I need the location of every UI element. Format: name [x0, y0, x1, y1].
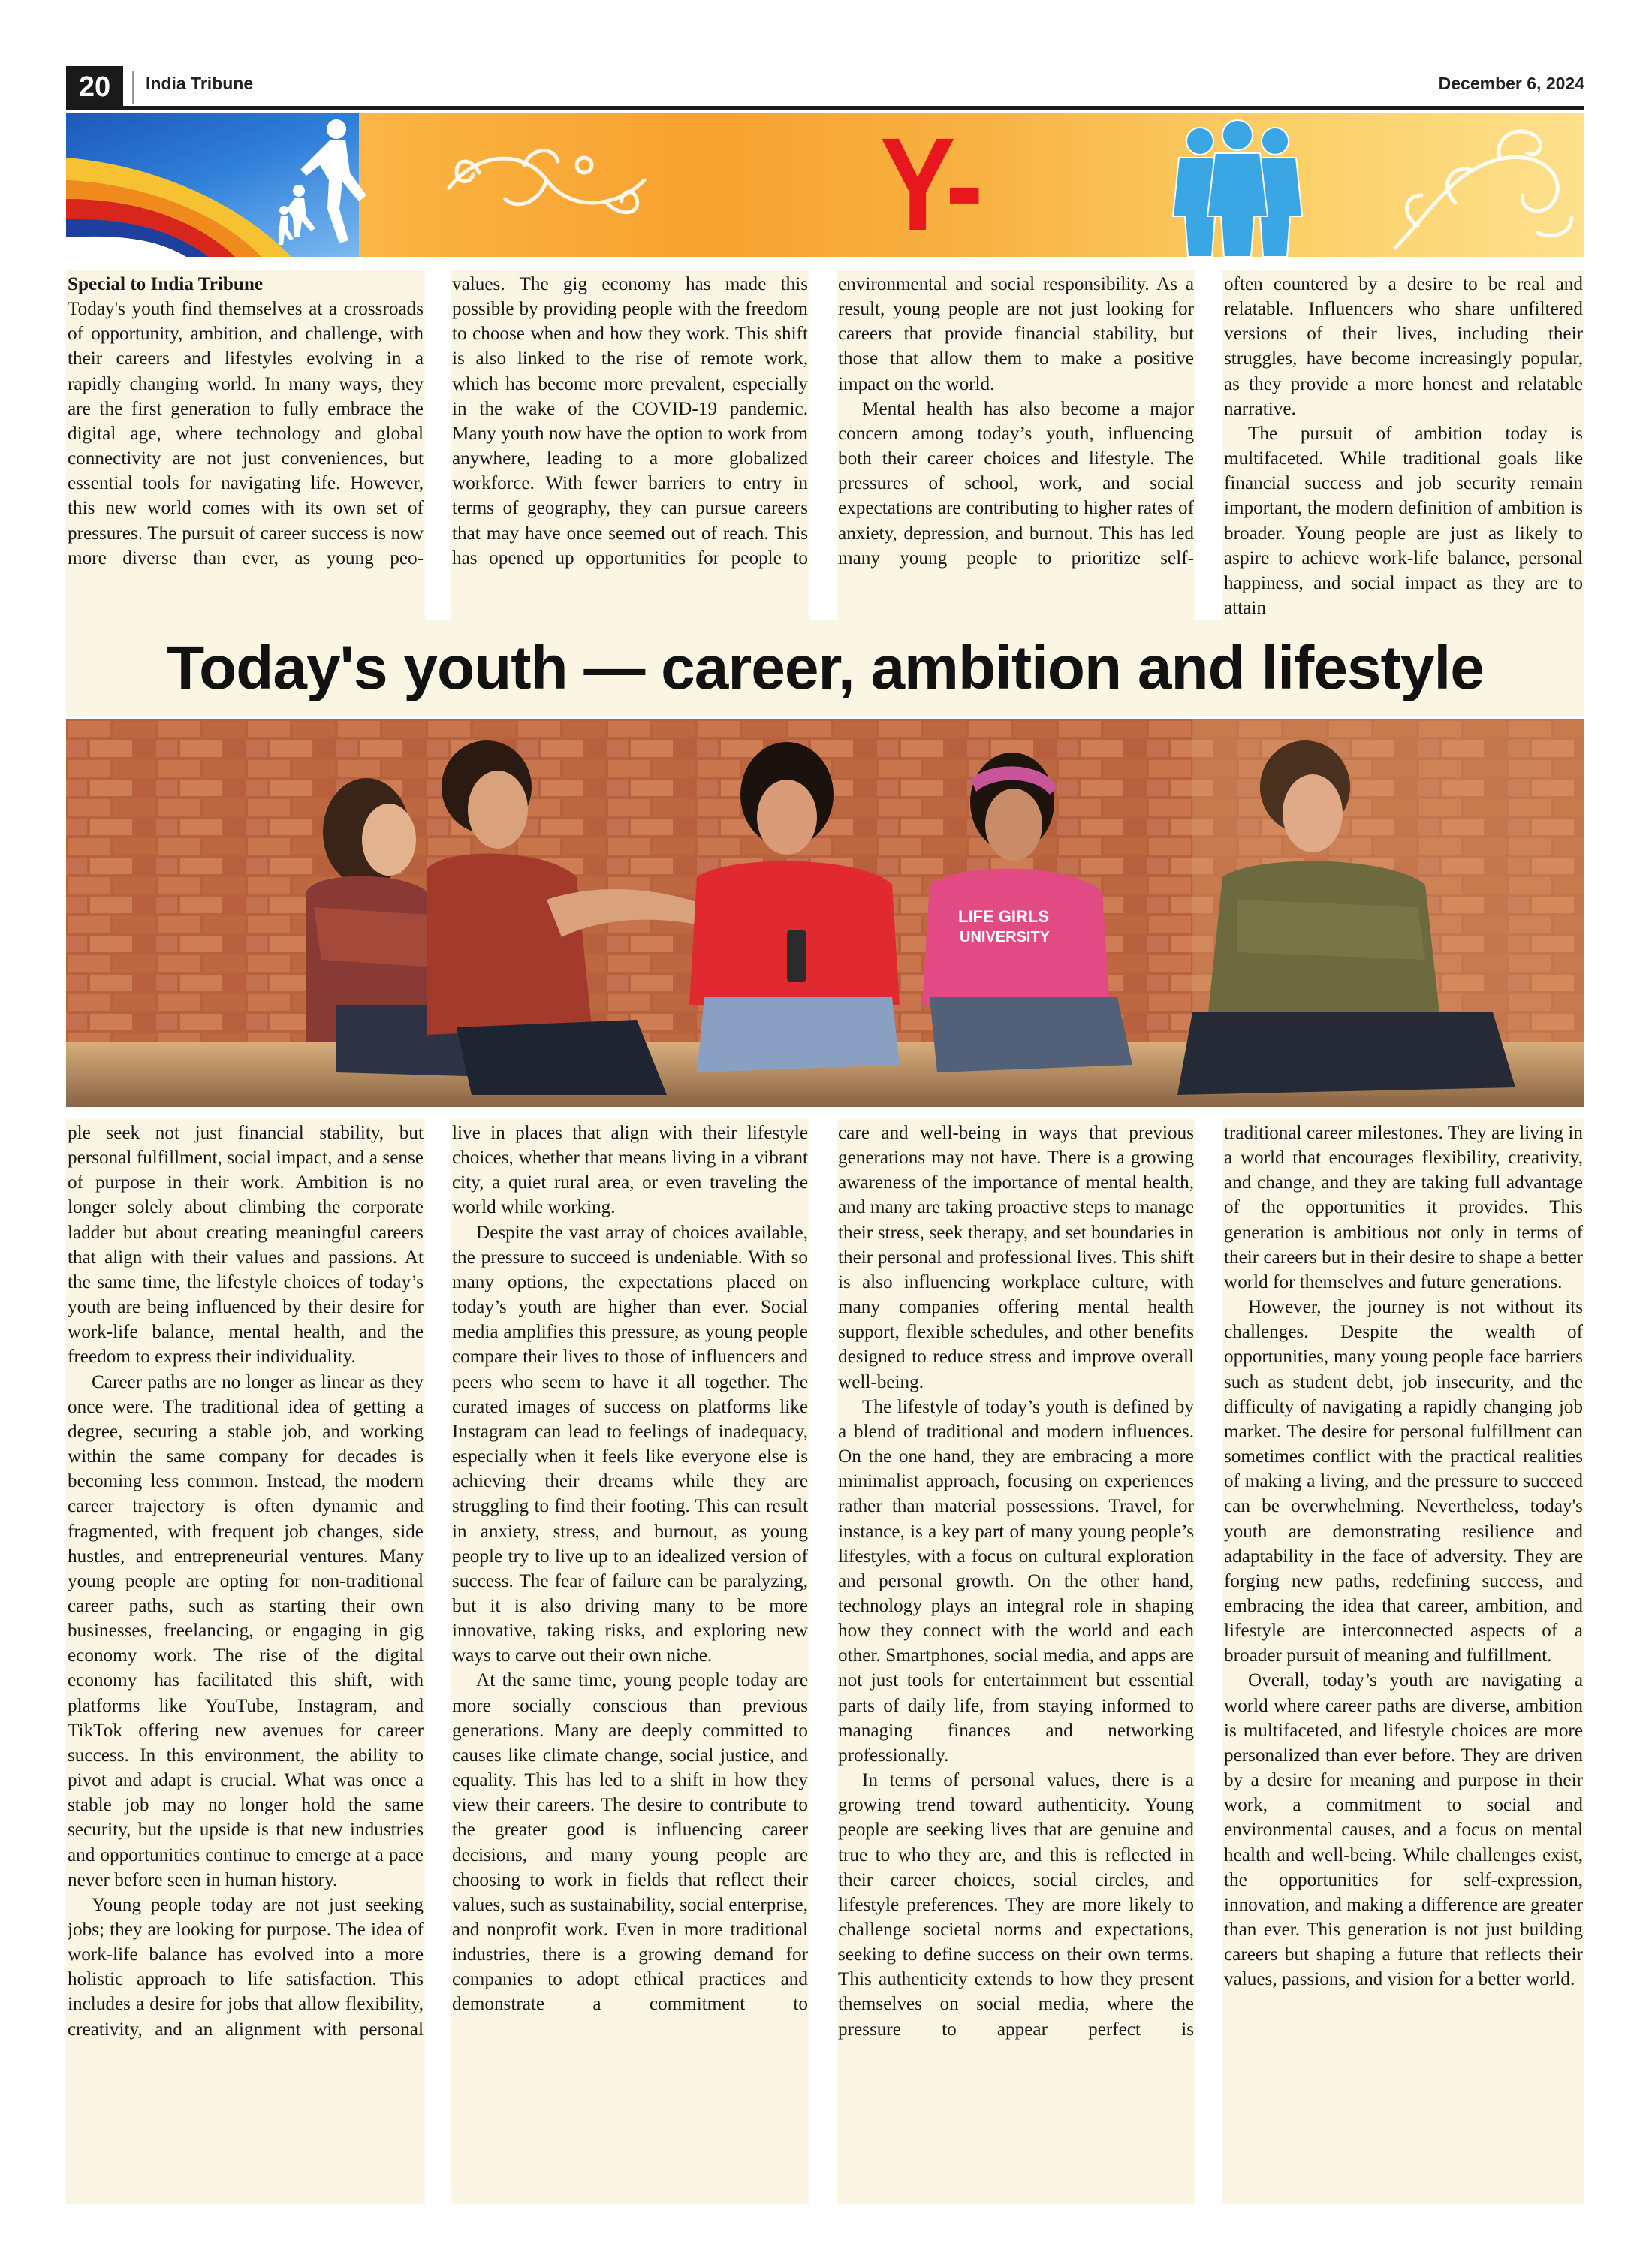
- header-rule: [66, 106, 1584, 110]
- paragraph: Career paths are no longer as linear as they once were. The traditional idea of getting a degree, securing a stable job, and working within the same company for decades is becoming less common. Instead, the modern career trajectory is often dynamic and fragmented, with frequent job changes, side hustles, and entrepreneurial ventures. Many young people are opting for non-traditional career paths, such as starting their own businesses, freelancing, or engaging in gig economy work. The rise of the digital economy has facilitated this shift, with platforms like YouTube, Instagram, and TikTok offering new avenues for career success. In this environment, the ability to pivot and adapt is crucial. What was once a stable job may no longer hold the same security, but the upside is that new industries and opportunities continue to emerge at a pace never before seen in human history.: [68, 1371, 424, 1890]
- bottom-column-1: [68, 1120, 424, 2203]
- paragraph: values. The gig economy has made this possible by providing people with the freedom to choose when and how they work. This shift is also linked to the rise of remote work, which has become more prevalent, especially in the wake of the COVID-19 pandemic. Many youth now have the option to work from anywhere, leading to a more globalized workforce. With fewer barriers to entry in terms of geography, they can pursue careers that may have once seemed out of reach. This has opened up opportunities for people to: [452, 274, 808, 569]
- page-number: 20: [66, 66, 123, 108]
- banner-title: Y-: [879, 113, 980, 257]
- right-ornament-icon: [1388, 120, 1584, 257]
- top-column-4: [1224, 272, 1583, 620]
- paragraph: Overall, today’s youth are navigating a world where career paths are diverse, ambition is multifaceted, and lifestyle choices are more personalized than ever before. They are driven by a desire for meaning and purpose in their work, a commitment to social and environmental causes, and a focus on mental health and well-being. While challenges exist, the opportunities for self-expression, innovation, and making a difference are greater than ever. This generation is not just building careers but shaping a future that reflects their values, passions, and vision for a better world.: [1224, 1670, 1583, 1990]
- bottom-column-2: [452, 1120, 808, 2203]
- paragraph: Mental health has also become a major concern among today’s youth, influencing both their career choices and lifestyle. The pressures of school, work, and social expectations are contributing to higher rates of anxiety, depression, and burnout. This has led many young people to prioritize self-: [838, 398, 1194, 569]
- paragraph: live in places that align with their lifestyle choices, whether that means living in a vibrant city, a quiet rural area, or even traveling the world while working.: [452, 1123, 808, 1218]
- top-column-1: [68, 272, 424, 620]
- business-people-icon: [1162, 119, 1320, 257]
- page-header: [66, 66, 1584, 108]
- paragraph: environmental and social responsibility. As a result, young people are not just looking for careers that provide financial stability, but those that allow them to make a positive impact on the world.: [838, 274, 1194, 394]
- paragraph: Young people today are not just seeking jobs; they are looking for purpose. The idea of work-life balance has evolved into a more holistic approach to life satisfaction. This includes a desire for jobs that allow flexibility, creativity, and an alignment with personal: [68, 1894, 424, 2040]
- paragraph: Today's youth find themselves at a crossroads of opportunity, ambition, and challenge, with their careers and lifestyles evolving in a rapidly changing world. In many ways, they are the first generation to fully embrace the digital age, where technology and global connectivity are not just conveniences, but essential tools for navigating life. However, this new world comes with its own set of pressures. The pursuit of career success is now more diverse than ever, as young peo-: [68, 299, 424, 569]
- issue-date: December 6, 2024: [1438, 74, 1584, 93]
- shirt-text-1: LIFE GIRLS: [958, 907, 1049, 926]
- top-column-2: [452, 272, 808, 620]
- shirt-text-2: UNIVERSITY: [960, 929, 1051, 946]
- header-separator: [132, 71, 134, 104]
- left-ornament-icon: [434, 135, 659, 240]
- bottom-column-3: [838, 1120, 1194, 2203]
- newspaper-name: India Tribune: [146, 74, 254, 93]
- paragraph: ple seek not just financial stability, but personal fulfillment, social impact, and a sense of purpose in their work. Ambition is no longer solely about climbing the corporate ladder but about creating meaningful careers that align with their values and passions. At the same time, the lifestyle choices of today’s youth are being influenced by their desire for work-life balance, mental health, and the freedom to express their individuality.: [68, 1123, 424, 1368]
- paragraph: In terms of personal values, there is a growing trend toward authenticity. Young people are seeking lives that are genuine and true to who they are, and this is reflected in their career choices, social circles, and lifestyle preferences. They are more likely to challenge societal norms and expectations, seeking to define success on their own terms. This authenticity extends to how they present themselves on social media, where the pressure to appear perfect is: [838, 1770, 1194, 2040]
- paragraph: The pursuit of ambition today is multifaceted. While traditional goals like financial success and job security remain important, the modern definition of ambition is broader. Young people are just as likely to aspire to achieve work-life balance, personal happiness, and social impact as they are to attain: [1224, 423, 1583, 619]
- runners-icon: [276, 113, 396, 257]
- paragraph: At the same time, young people today are more socially conscious than previous generations. Many are deeply committed to causes like climate change, social justice, and equality. This has led to a shift in how they view their careers. The desire to contribute to the greater good is influencing career decisions, and many young people are choosing to work in fields that reflect their values, such as sustainability, social enterprise, and nonprofit work. Even in more traditional industries, there is a growing demand for companies to adopt ethical practices and demonstrate a commitment to: [452, 1670, 808, 2015]
- headline: Today's youth — career, ambition and lifestyle: [167, 634, 1484, 702]
- paragraph: However, the journey is not without its challenges. Despite the wealth of opportunities, many young people face barriers such as student debt, job insecurity, and the difficulty of navigating a rapidly changing job market. The desire for personal fulfillment can sometimes conflict with the practical realities of making a living, and the pressure to succeed can be overwhelming. Nevertheless, today's youth are demonstrating resilience and adaptability in the face of adversity. They are forging new paths, redefining success, and embracing the idea that career, ambition, and lifestyle are interconnected aspects of a broader pursuit of meaning and fulfillment.: [1224, 1297, 1583, 1666]
- bottom-column-4: [1224, 1120, 1583, 2203]
- byline: Special to India Tribune: [68, 274, 264, 294]
- group-photo: [66, 719, 1584, 1107]
- paragraph: care and well-being in ways that previous generations may not have. There is a growing awareness of the importance of mental health, and many are taking proactive steps to manage their stress, seek therapy, and set boundaries in their personal and professional lives. This shift is also influencing workplace culture, with many companies offering mental health support, flexible schedules, and other benefits designed to reduce stress and improve overall well-being.: [838, 1123, 1194, 1392]
- top-column-3: [838, 272, 1194, 620]
- paragraph: The lifestyle of today’s youth is defined by a blend of traditional and modern influences. On the one hand, they are embracing a more minimalist approach, focusing on experiences rather than material possessions. Travel, for instance, is a key part of many young people’s lifestyles, with a focus on cultural exploration and personal growth. On the other hand, technology plays an integral role in shaping how they connect with the world and each other. Smartphones, social media, and apps are not just tools for entertainment but essential parts of daily life, from staying informed to managing finances and networking professionally.: [838, 1396, 1194, 1766]
- section-banner: [66, 113, 1584, 257]
- paragraph: Despite the vast array of choices available, the pressure to succeed is undeniable. With so many options, the expectations placed on today’s youth are higher than ever. Social media amplifies this pressure, as young people compare their lives to those of influencers and peers who seem to have it all together. The curated images of success on platforms like Instagram can lead to feelings of inadequacy, especially when it feels like everyone else is achieving their dreams while they are struggling to find their footing. This can result in anxiety, stress, and burnout, as young people try to live up to an idealized version of success. The fear of failure can be paralyzing, but it is also driving many to be more innovative, taking risks, and exploring new ways to carve out their own niche.: [452, 1222, 808, 1666]
- paragraph: often countered by a desire to be real and relatable. Influencers who share unfiltered versions of their lives, including their struggles, have become increasingly popular, as they provide a more honest and relatable narrative.: [1224, 274, 1583, 419]
- paragraph: traditional career milestones. They are living in a world that encourages flexibility, creativity, and change, and they are taking full advantage of the opportunities it provides. This generation is ambitious not only in terms of their careers but in their desire to shape a better world for themselves and future generations.: [1224, 1123, 1583, 1292]
